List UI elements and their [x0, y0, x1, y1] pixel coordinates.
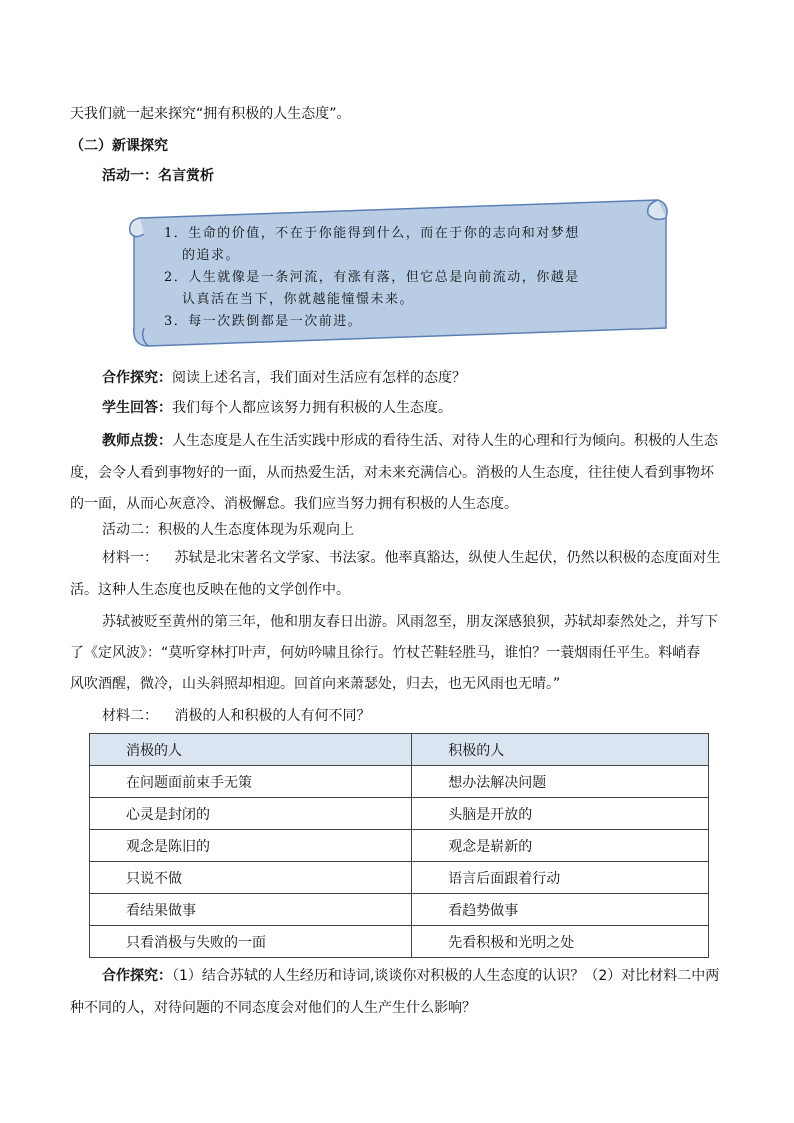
table-cell: 观念是陈旧的 — [90, 830, 412, 862]
coop1-text: 阅读上述名言，我们面对生活应有怎样的态度？ — [172, 370, 466, 386]
coop1-label: 合作探究： — [102, 370, 172, 386]
student-label: 学生回答： — [102, 400, 172, 416]
coop2-label: 合作探究： — [102, 968, 172, 984]
su-line1: 苏轼被贬至黄州的第三年，他和朋友春日出游。风雨忽至，朋友深感狼狈，苏轼却泰然处之，并写下 — [102, 614, 718, 630]
table-header-row — [90, 734, 709, 766]
section-title: （二）新课探究 — [70, 138, 168, 154]
table-cell: 看趋势做事 — [412, 894, 709, 926]
table-cell: 想办法解决问题 — [412, 766, 709, 798]
su-line2: 了《定风波》：“莫听穿林打叶声，何妨吟啸且徐行。竹杖芒鞋轻胜马，谁怕？一蓑烟雨任平生。料峭春 — [70, 645, 701, 661]
table-header-cell: 积极的人 — [412, 734, 709, 766]
student-text: 我们每个人都应该努力拥有积极的人生态度。 — [172, 400, 452, 416]
teacher-line2: 度，会令人看到事物好的一面，从而热爱生活，对未来充满信心。消极的人生态度，往往使人看到事物坏 — [70, 465, 714, 481]
table-row — [90, 862, 709, 894]
material1-line1 — [102, 548, 762, 568]
teacher-line3: 的一面，从而心灰意冷、消极懈怠。我们应当努力拥有积极的人生态度。 — [70, 496, 518, 512]
table-header-cell: 消极的人 — [90, 734, 412, 766]
table-row — [90, 766, 709, 798]
table-cell: 心灵是封闭的 — [90, 798, 412, 830]
table-cell: 只说不做 — [90, 862, 412, 894]
material2-line — [102, 706, 762, 726]
student-paragraph — [102, 398, 762, 418]
material1-label: 材料一： — [102, 550, 158, 566]
table-cell: 语言后面跟着行动 — [412, 862, 709, 894]
coop2-text-1: （1）结合苏轼的人生经历和诗词,谈谈你对积极的人生态度的认识？（2）对比材料二中两 — [172, 968, 720, 984]
coop2-line1 — [102, 966, 762, 986]
table-row — [90, 798, 709, 830]
material1-text-1: 苏轼是北宋著名文学家、书法家。他率真豁达，纵使人生起伏，仍然以积极的态度面对生 — [174, 550, 721, 566]
table-cell: 头脑是开放的 — [412, 798, 709, 830]
table-row — [90, 830, 709, 862]
teacher-text-1: 人生态度是人在生活实践中形成的看待生活、对待人生的心理和行为倾向。积极的人生态 — [172, 433, 718, 449]
activity1-title: 活动一：名言赏析 — [102, 168, 214, 184]
table-cell: 先看积极和光明之处 — [412, 926, 709, 958]
teacher-label: 教师点拨： — [102, 433, 172, 449]
table-cell: 在问题面前束手无策 — [90, 766, 412, 798]
teacher-line1 — [102, 431, 762, 451]
quote-2-line1: 2．人生就像是一条河流，有涨有落，但它总是向前流动，你越是 — [164, 270, 580, 285]
table-row — [90, 926, 709, 958]
table-cell: 观念是崭新的 — [412, 830, 709, 862]
quote-1-line2: 的追求。 — [182, 248, 241, 263]
material2-question: 消极的人和积极的人有何不同？ — [174, 708, 371, 724]
comparison-table — [89, 733, 709, 958]
coop2-line2: 种不同的人，对待问题的不同态度会对他们的人生产生什么影响？ — [70, 1000, 476, 1016]
table-cell: 看结果做事 — [90, 894, 412, 926]
su-line3: 风吹酒醒，微冷，山头斜照却相迎。回首向来萧瑟处，归去，也无风雨也无晴。” — [70, 676, 561, 692]
table-row — [90, 894, 709, 926]
quote-1-line1: 1．生命的价值，不在于你能得到什么，而在于你的志向和对梦想 — [164, 226, 580, 241]
material2-label: 材料二： — [102, 708, 158, 724]
intro-text: 天我们就一起来探究“拥有积极的人生态度”。 — [70, 106, 351, 122]
quote-3-line1: 3．每一次跌倒都是一次前进。 — [164, 314, 363, 329]
table-cell: 只看消极与失败的一面 — [90, 926, 412, 958]
coop1-paragraph — [102, 368, 762, 388]
quote-2-line2: 认真活在当下，你就越能憧憬未来。 — [182, 292, 415, 307]
material1-line2: 活。这种人生态度也反映在他的文学创作中。 — [70, 582, 350, 598]
activity2-title: 活动二：积极的人生态度体现为乐观向上 — [102, 522, 354, 538]
